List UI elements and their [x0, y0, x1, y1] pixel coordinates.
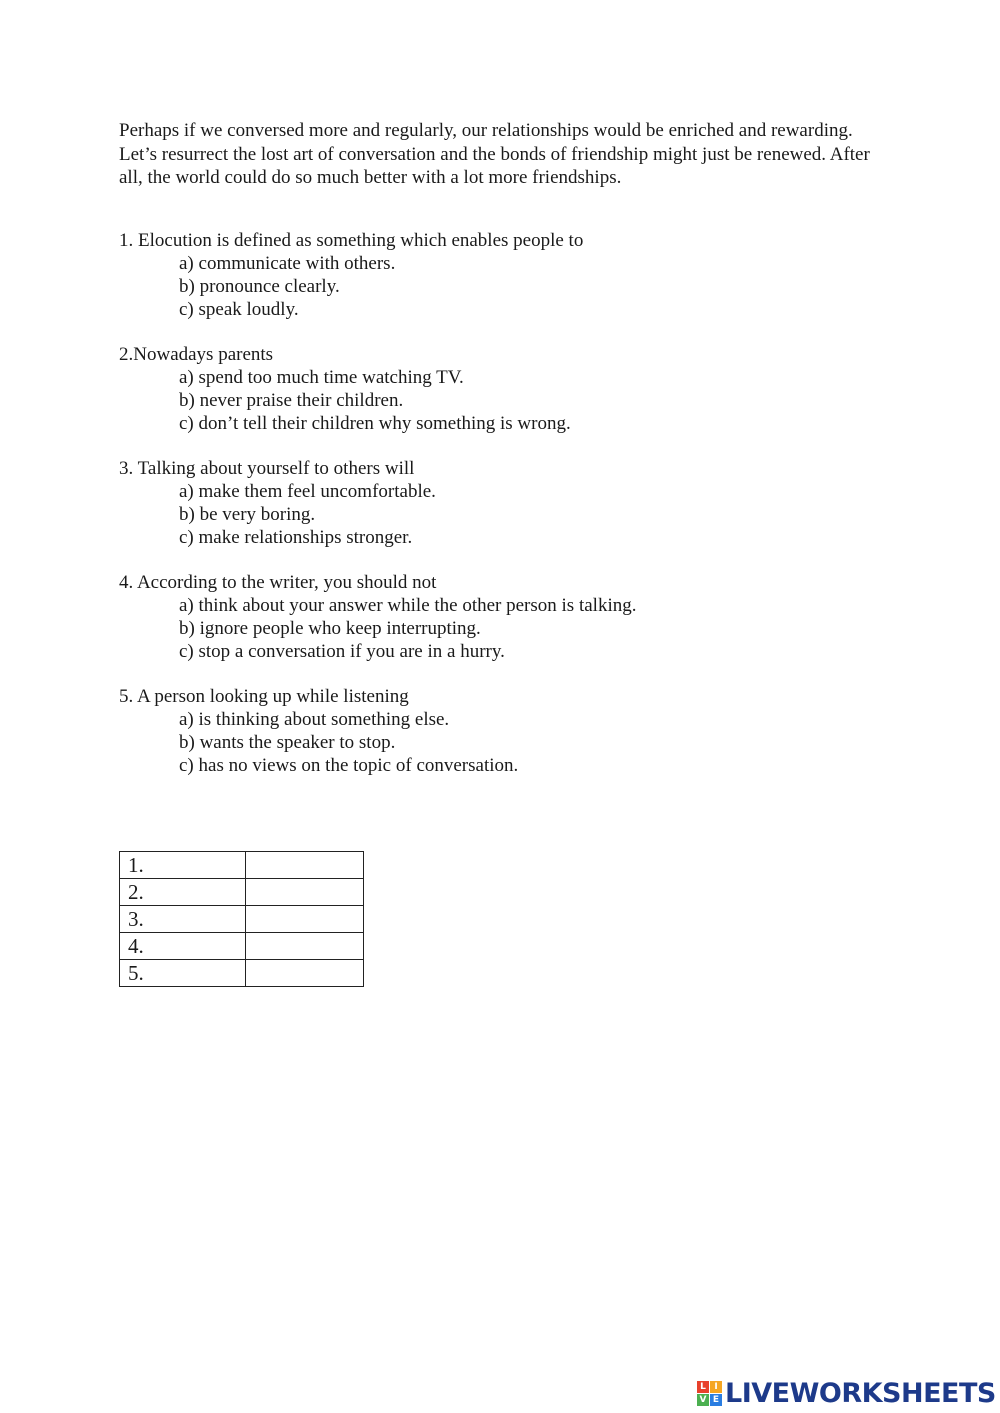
answer-input-cell[interactable] — [246, 879, 364, 906]
question-5 — [119, 685, 879, 777]
liveworksheets-logo-icon — [697, 1381, 722, 1406]
table-row — [120, 852, 364, 879]
questions-list — [119, 229, 879, 799]
answer-input-cell[interactable] — [246, 933, 364, 960]
option-a[interactable]: a) communicate with others. — [179, 253, 396, 274]
question-stem: 5. A person looking up while listening — [119, 686, 409, 707]
option-a[interactable]: a) spend too much time watching TV. — [179, 367, 464, 388]
answer-input-cell[interactable] — [246, 852, 364, 879]
question-1 — [119, 229, 879, 321]
answer-table — [119, 851, 364, 987]
option-a[interactable]: a) make them feel uncomfortable. — [179, 481, 436, 502]
options-list — [119, 366, 879, 435]
answer-input-cell[interactable] — [246, 906, 364, 933]
logo-tile-l: L — [697, 1381, 709, 1393]
question-stem: 1. Elocution is defined as something which enables people to — [119, 230, 584, 251]
option-c[interactable]: c) make relationships stronger. — [179, 527, 413, 548]
table-row — [120, 879, 364, 906]
logo-tile-e: E — [710, 1394, 722, 1406]
option-a[interactable]: a) is thinking about something else. — [179, 709, 450, 730]
answer-number: 1. — [120, 852, 246, 879]
options-list — [119, 594, 879, 663]
liveworksheets-brand — [697, 1378, 996, 1408]
option-b[interactable]: b) be very boring. — [179, 504, 316, 525]
option-b[interactable]: b) ignore people who keep interrupting. — [179, 618, 481, 639]
logo-tile-v: V — [697, 1394, 709, 1406]
option-c[interactable]: c) don’t tell their children why something is wrong. — [179, 413, 571, 434]
question-stem: 4. According to the writer, you should not — [119, 572, 437, 593]
answer-number: 3. — [120, 906, 246, 933]
answer-input-cell[interactable] — [246, 960, 364, 987]
intro-paragraph: Perhaps if we conversed more and regularly, our relationships would be enriched and rewarding. Let’s resurrect the lost art of conversation and the bonds of friendship might just be renewed. After all, the world could do so much better with a lot more friendships. — [119, 120, 870, 188]
logo-tile-i: I — [710, 1381, 722, 1393]
option-c[interactable]: c) stop a conversation if you are in a hurry. — [179, 641, 505, 662]
question-stem: 3. Talking about yourself to others will — [119, 458, 415, 479]
option-c[interactable]: c) has no views on the topic of conversation. — [179, 755, 519, 776]
options-list — [119, 480, 879, 549]
answer-number: 5. — [120, 960, 246, 987]
option-a[interactable]: a) think about your answer while the other person is talking. — [179, 595, 637, 616]
brand-wordmark: LIVEWORKSHEETS — [725, 1377, 996, 1409]
question-3 — [119, 457, 879, 549]
table-row — [120, 933, 364, 960]
answer-number: 2. — [120, 879, 246, 906]
question-4 — [119, 571, 879, 663]
option-c[interactable]: c) speak loudly. — [179, 299, 299, 320]
question-stem: 2.Nowadays parents — [119, 344, 274, 365]
table-row — [120, 906, 364, 933]
options-list — [119, 708, 879, 777]
options-list — [119, 252, 879, 321]
option-b[interactable]: b) never praise their children. — [179, 390, 404, 411]
option-b[interactable]: b) wants the speaker to stop. — [179, 732, 396, 753]
question-2 — [119, 343, 879, 435]
table-row — [120, 960, 364, 987]
option-b[interactable]: b) pronounce clearly. — [179, 276, 340, 297]
answer-number: 4. — [120, 933, 246, 960]
